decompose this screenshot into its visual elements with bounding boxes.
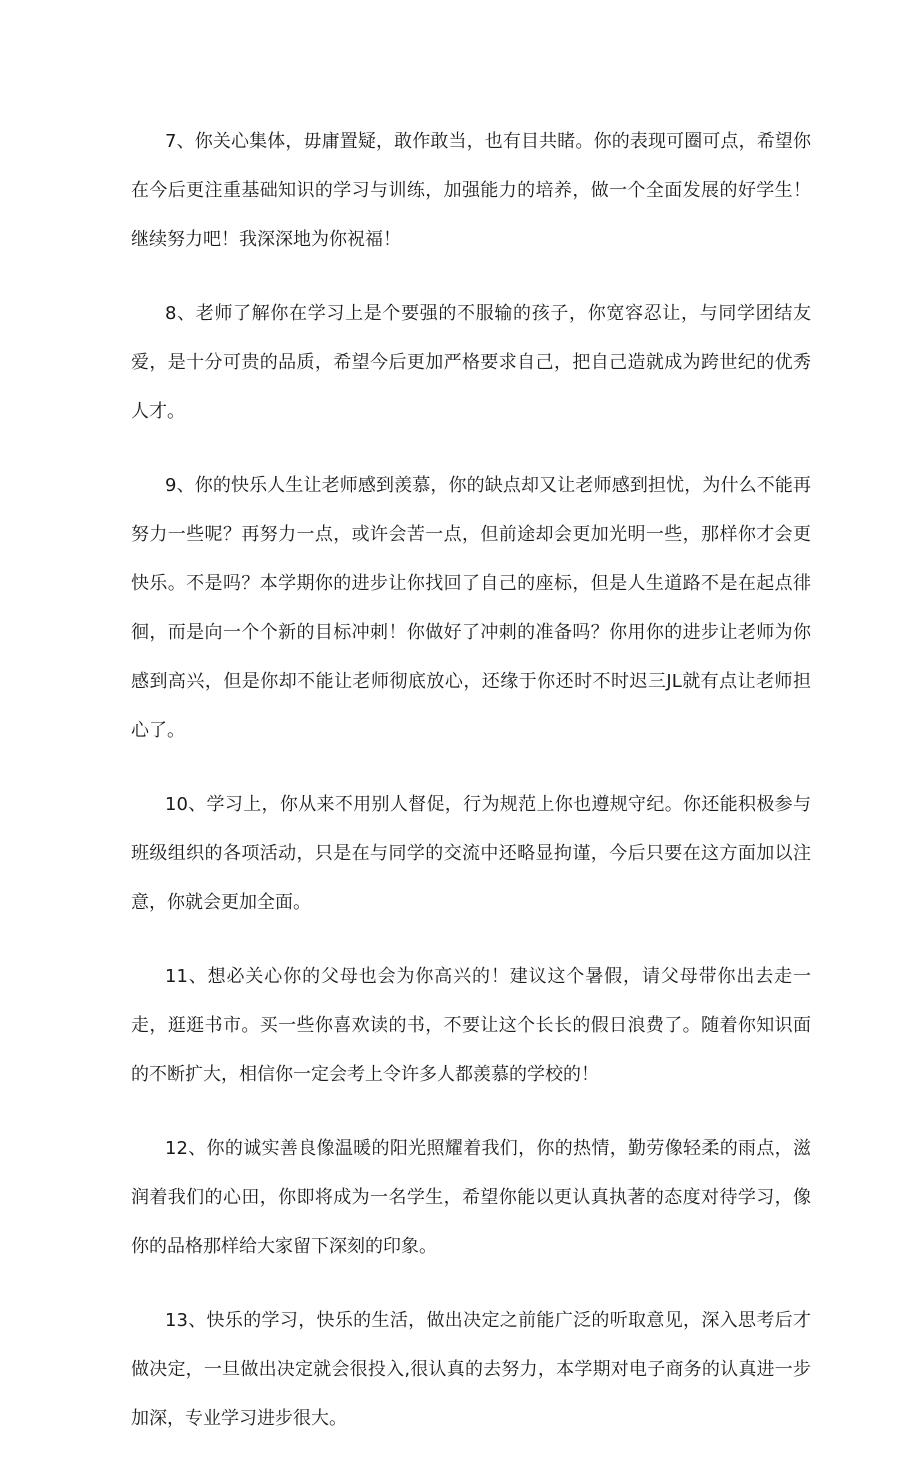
document-body: [131, 117, 811, 1468]
paragraph-8: 8、老师了解你在学习上是个要强的不服输的孩子，你宽容忍让，与同学团结友爱，是十分可贵的品质，希望今后更加严格要求自己，把自己造就成为跨世纪的优秀人才。: [131, 303, 811, 422]
paragraph-11: 11、想必关心你的父母也会为你高兴的！建议这个暑假，请父母带你出去走一走，逛逛书市。买一些你喜欢读的书，不要让这个长长的假日浪费了。随着你知识面的不断扩大，相信你一定会考上令许多人都羡慕的学校的！: [131, 966, 811, 1085]
paragraph-7: 7、你关心集体，毋庸置疑，敢作敢当，也有目共睹。你的表现可圈可点，希望你在今后更注重基础知识的学习与训练，加强能力的培养，做一个全面发展的好学生！继续努力吧！我深深地为你祝福！: [131, 131, 811, 250]
paragraph-9: 9、你的快乐人生让老师感到羡慕，你的缺点却又让老师感到担忧，为什么不能再努力一些呢？再努力一点，或许会苦一点，但前途却会更加光明一些，那样你才会更快乐。不是吗？本学期你的进步让你找回了自己的座标，但是人生道路不是在起点徘徊，而是向一个个新的目标冲刺！你做好了冲刺的准备吗？你用你的进步让老师为你感到高兴，但是你却不能让老师彻底放心，还缘于你还时不时迟三JL就有点让老师担心了。: [131, 475, 811, 741]
paragraph-13: 13、快乐的学习，快乐的生活，做出决定之前能广泛的听取意见，深入思考后才做决定，一旦做出决定就会很投入,很认真的去努力，本学期对电子商务的认真进一步加深，专业学习进步很大。: [131, 1310, 811, 1429]
paragraph-10: 10、学习上，你从来不用别人督促，行为规范上你也遵规守纪。你还能积极参与班级组织的各项活动，只是在与同学的交流中还略显拘谨，今后只要在这方面加以注意，你就会更加全面。: [131, 794, 811, 913]
paragraph-12: 12、你的诚实善良像温暖的阳光照耀着我们，你的热情，勤劳像轻柔的雨点，滋润着我们的心田，你即将成为一名学生，希望你能以更认真执著的态度对待学习，像你的品格那样给大家留下深刻的印象。: [131, 1138, 811, 1257]
